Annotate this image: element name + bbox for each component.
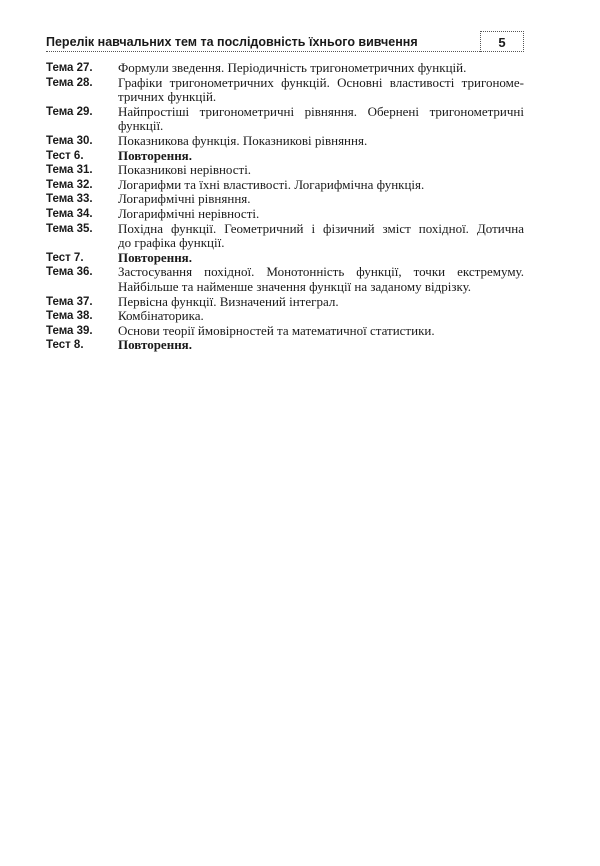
item-label: Тема 34. xyxy=(46,207,93,220)
item-text-line: Логарифмічні нерівності. xyxy=(118,205,260,221)
item-label: Тема 29. xyxy=(46,105,93,118)
topic-item xyxy=(46,76,524,105)
topic-item xyxy=(46,207,524,222)
topic-item xyxy=(46,134,524,149)
topic-item xyxy=(46,178,524,193)
item-label: Тема 35. xyxy=(46,222,93,235)
item-text-line: Найпростіші тригонометричні рівняння. Обернені тригонометричні xyxy=(118,103,524,119)
item-label: Тема 38. xyxy=(46,310,93,323)
topic-item xyxy=(46,324,524,339)
item-text xyxy=(118,309,524,324)
item-text-line: Логарифмічні рівняння. xyxy=(118,191,251,207)
topic-item xyxy=(46,105,524,134)
topic-list xyxy=(46,61,524,353)
item-text xyxy=(118,324,524,339)
page-header xyxy=(46,33,524,52)
item-text-line: Графіки тригонометричних функцій. Основні властивості тригономе- xyxy=(118,74,524,90)
item-label: Тема 39. xyxy=(46,324,93,337)
item-text xyxy=(118,295,524,310)
topic-item xyxy=(46,265,524,294)
item-text-line: Найбільше та найменше значення функції на заданому відрізку. xyxy=(118,278,472,294)
item-text xyxy=(118,163,524,178)
item-text-line: Показникова функція. Показникові рівняння. xyxy=(118,132,368,148)
test-item xyxy=(46,251,524,266)
item-text xyxy=(118,192,524,207)
item-text xyxy=(118,105,524,134)
item-text xyxy=(118,149,524,164)
item-text xyxy=(118,61,524,76)
item-text-line: Застосування похідної. Монотонність функції, точки екстремуму. xyxy=(118,264,524,280)
item-text xyxy=(118,222,524,251)
item-text-line: Показникові нерівності. xyxy=(118,162,252,178)
topic-item xyxy=(46,61,524,76)
item-text-line: Формули зведення. Періодичність тригонометричних функцій. xyxy=(118,60,467,75)
item-text xyxy=(118,178,524,193)
item-text xyxy=(118,251,524,266)
test-item xyxy=(46,149,524,164)
item-text xyxy=(118,338,524,353)
item-label: Тема 33. xyxy=(46,193,93,206)
item-label: Тема 30. xyxy=(46,134,93,147)
item-text-line: Повторення. xyxy=(118,147,192,163)
item-text xyxy=(118,76,524,105)
item-text xyxy=(118,207,524,222)
item-label: Тема 36. xyxy=(46,266,93,279)
item-text-line: Похідна функції. Геометричний і фізичний зміст похідної. Дотична xyxy=(118,220,524,236)
item-text-line: до графіка функції. xyxy=(118,235,225,251)
item-label: Тема 27. xyxy=(46,62,93,74)
item-label: Тест 7. xyxy=(46,251,84,264)
item-text-line: Логарифми та їхні властивості. Логарифмічна функція. xyxy=(118,176,425,192)
item-text-line: Первісна функції. Визначений інтеграл. xyxy=(118,293,339,309)
item-label: Тест 6. xyxy=(46,149,84,162)
test-item xyxy=(46,338,524,353)
topic-item xyxy=(46,295,524,310)
item-label: Тема 28. xyxy=(46,76,93,89)
page-number: 5 xyxy=(480,31,524,52)
header-title: Перелік навчальних тем та послідовність їхнього вивчення xyxy=(46,35,418,49)
item-text-line: Повторення. xyxy=(118,249,192,265)
item-text-line: Комбінаторика. xyxy=(118,308,204,324)
item-text-line: тричних функцій. xyxy=(118,89,217,105)
item-label: Тема 37. xyxy=(46,295,93,308)
item-label: Тема 31. xyxy=(46,164,93,177)
item-text xyxy=(118,265,524,294)
item-text-line: Основи теорії ймовірностей та математичної статистики. xyxy=(118,322,435,338)
item-label: Тест 8. xyxy=(46,339,84,352)
topic-item xyxy=(46,309,524,324)
topic-item xyxy=(46,192,524,207)
item-label: Тема 32. xyxy=(46,178,93,191)
item-text-line: функції. xyxy=(118,118,164,134)
topic-item xyxy=(46,222,524,251)
topic-item xyxy=(46,163,524,178)
item-text-line: Повторення. xyxy=(118,337,192,353)
item-text xyxy=(118,134,524,149)
